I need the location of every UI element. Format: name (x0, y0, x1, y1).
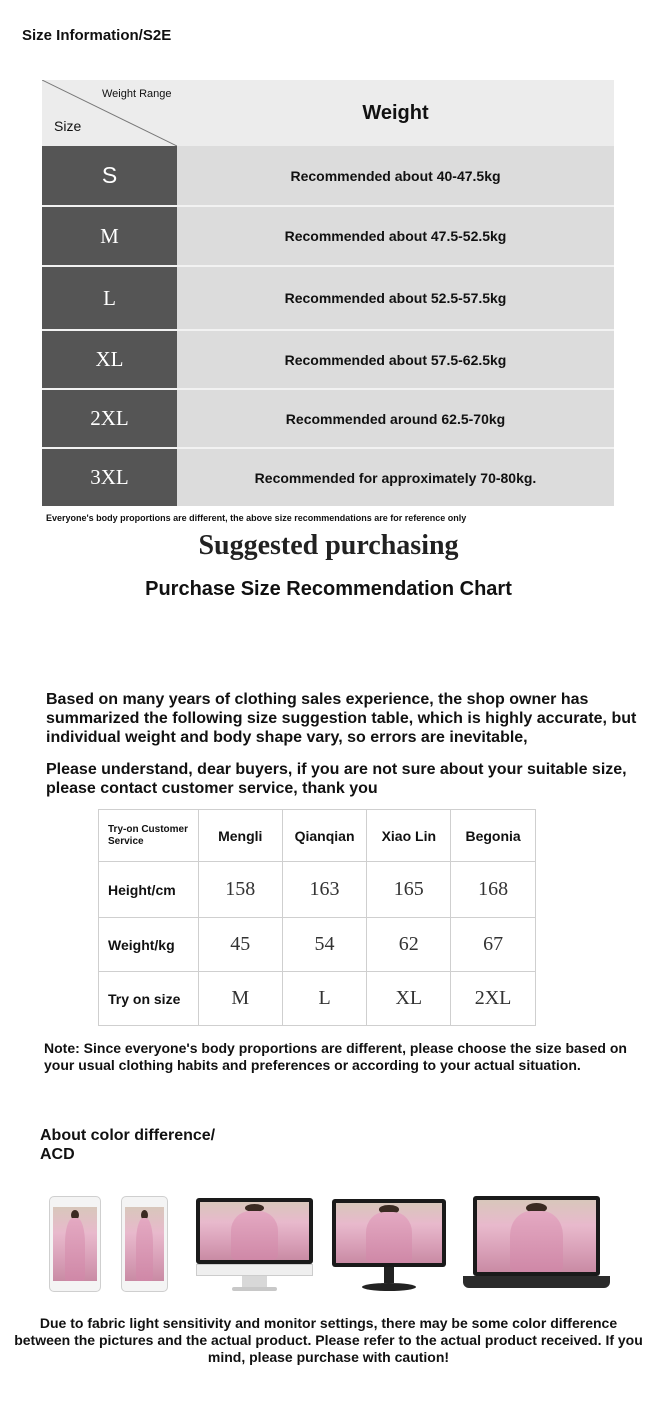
size-note: Note: Since everyone's body proportions are different, please choose the size based on your usual clothing habits and preferences or according to your actual situation. (44, 1040, 627, 1073)
table-row (99, 918, 536, 972)
customer-header: Mengli (198, 810, 282, 862)
customer-header: Xiao Lin (367, 810, 451, 862)
table-row (99, 862, 536, 918)
recommendation-cell: Recommended about 40-47.5kg (177, 146, 614, 205)
table-row (42, 449, 614, 506)
table-cell: 45 (198, 918, 282, 972)
corner-size-label: Size (54, 118, 82, 134)
size-cell: S (42, 146, 177, 205)
recommendation-chart-subtitle: Purchase Size Recommendation Chart (145, 578, 512, 600)
color-difference-title-line1: About color difference/ (40, 1127, 216, 1144)
suggested-purchasing-title: Suggested purchasing (198, 530, 459, 561)
tryon-table (98, 809, 536, 1025)
recommendation-cell: Recommended about 47.5-52.5kg (177, 207, 614, 265)
recommendation-cell: Recommended for approximately 70-80kg. (177, 449, 614, 506)
color-difference-title (40, 1126, 260, 1164)
tryon-corner-label: Try-on Customer Service (99, 810, 199, 862)
product-preview-image (336, 1203, 442, 1263)
product-preview-image (200, 1202, 309, 1260)
imac-icon (196, 1198, 313, 1293)
phone-icon (121, 1196, 168, 1292)
recommendation-cell: Recommended around 62.5-70kg (177, 390, 614, 447)
table-cell: 163 (282, 862, 367, 918)
product-preview-image (53, 1207, 97, 1281)
recommendation-cell: Recommended about 57.5-62.5kg (177, 331, 614, 388)
monitor-icon (332, 1199, 446, 1293)
table-cell: 67 (451, 918, 536, 972)
table-row (42, 267, 614, 329)
table-cell: 2XL (451, 972, 536, 1026)
table-cell: 165 (367, 862, 451, 918)
size-disclaimer: Everyone's body proportions are different, the above size recommendations are for reference only (46, 513, 467, 523)
recommendation-cell: Recommended about 52.5-57.5kg (177, 267, 614, 329)
size-cell: XL (42, 331, 177, 388)
page-title: Size Information/S2E (22, 27, 172, 44)
table-row (42, 146, 614, 205)
size-cell: L (42, 267, 177, 329)
table-cell: XL (367, 972, 451, 1026)
customer-header: Begonia (451, 810, 536, 862)
weight-column-header: Weight (362, 102, 429, 124)
table-row (42, 390, 614, 447)
size-cell: 2XL (42, 390, 177, 447)
color-difference-title-line2: ACD (40, 1146, 75, 1163)
row-label: Try on size (99, 972, 199, 1026)
contact-paragraph: Please understand, dear buyers, if you are not sure about your suitable size, please contact customer service, thank you (46, 761, 627, 797)
table-row (99, 972, 536, 1026)
table-cell: 54 (282, 918, 367, 972)
table-row (42, 207, 614, 265)
product-preview-image (477, 1200, 596, 1272)
laptop-icon (463, 1196, 610, 1292)
table-cell: 62 (367, 918, 451, 972)
size-cell: 3XL (42, 449, 177, 506)
customer-header: Qianqian (282, 810, 367, 862)
table-cell: L (282, 972, 367, 1026)
table-row (42, 331, 614, 388)
table-corner (42, 80, 177, 146)
table-cell: 168 (451, 862, 536, 918)
table-cell: M (198, 972, 282, 1026)
color-difference-footer: Due to fabric light sensitivity and monitor settings, there may be some color difference between the pictures and the actual product. Please refer to the actual product received. If you mind, please purchase with caution! (14, 1315, 643, 1365)
phone-icon (49, 1196, 101, 1292)
table-cell: 158 (198, 862, 282, 918)
row-label: Height/cm (99, 862, 199, 918)
size-cell: M (42, 207, 177, 265)
corner-weight-range-label: Weight Range (102, 88, 172, 100)
table-header (42, 80, 614, 146)
product-preview-image (125, 1207, 164, 1281)
row-label: Weight/kg (99, 918, 199, 972)
table-header-row (99, 810, 536, 862)
experience-paragraph: Based on many years of clothing sales experience, the shop owner has summarized the following size suggestion table, which is highly accurate, but individual weight and body shape vary, so errors are inevitable, (46, 691, 637, 746)
